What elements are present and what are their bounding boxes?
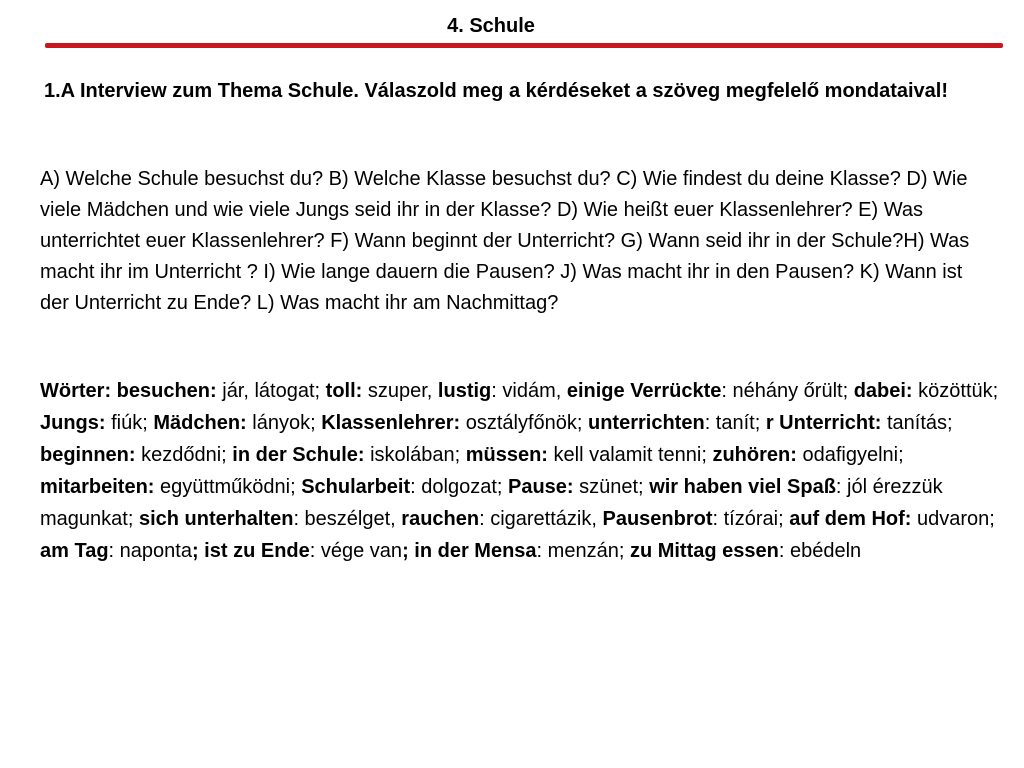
- vocab-term: wir haben viel Spaß: [649, 476, 836, 498]
- vocab-gloss: : jól érezzük magunkat;: [40, 476, 943, 530]
- vocab-term: ; in der Mensa: [402, 540, 537, 562]
- vocab-gloss: : menzán;: [536, 540, 630, 562]
- slide-title-text: 4. Schule: [447, 15, 535, 37]
- vocab-term: ; ist zu Ende: [191, 540, 310, 562]
- vocab-gloss: osztályfőnök;: [460, 412, 588, 434]
- vocab-gloss: : ebédeln: [778, 540, 862, 562]
- vocabulary-list: [40, 375, 1000, 567]
- vocab-gloss: iskolában;: [364, 444, 466, 466]
- vocab-gloss: tanítás;: [881, 412, 953, 434]
- vocab-term: Klassenlehrer:: [321, 412, 461, 434]
- vocab-term: Pause:: [507, 476, 574, 498]
- vocab-gloss: odafigyelni;: [796, 444, 904, 466]
- vocab-term: unterrichten: [588, 412, 705, 434]
- vocab-gloss: : vége van: [309, 540, 403, 562]
- vocab-term: Mädchen:: [153, 412, 247, 434]
- vocab-term: zuhören:: [712, 444, 797, 466]
- vocab-gloss: jár, látogat;: [216, 380, 326, 402]
- vocab-term: müssen:: [465, 444, 548, 466]
- vocab-gloss: : vidám,: [491, 380, 567, 402]
- vocab-term: lustig: [437, 380, 492, 402]
- vocab-term: dabei:: [853, 380, 913, 402]
- vocab-term: auf dem Hof:: [789, 508, 912, 530]
- vocab-term: toll:: [325, 380, 363, 402]
- vocab-term: Schularbeit: [301, 476, 411, 498]
- vocab-gloss: kezdődni;: [135, 444, 233, 466]
- vocab-gloss: közöttük;: [912, 380, 999, 402]
- vocab-term: Pausenbrot: [602, 508, 713, 530]
- vocab-term: in der Schule:: [232, 444, 365, 466]
- vocab-gloss: szuper,: [362, 380, 438, 402]
- vocab-term: Wörter: besuchen:: [40, 380, 217, 402]
- vocab-gloss: : cigarettázik,: [479, 508, 603, 530]
- vocab-term: Jungs:: [40, 412, 106, 434]
- vocab-gloss: lányok;: [246, 412, 322, 434]
- task-heading: 1.A Interview zum Thema Schule. Válaszold meg a kérdéseket a szöveg megfelelő mondataival!: [44, 80, 949, 102]
- vocab-gloss: : beszélget,: [293, 508, 402, 530]
- vocab-gloss: kell valamit tenni;: [547, 444, 713, 466]
- vocab-term: mitarbeiten:: [40, 476, 155, 498]
- vocab-gloss: fiúk;: [105, 412, 154, 434]
- vocab-gloss: : naponta: [108, 540, 192, 562]
- vocab-term: rauchen: [401, 508, 480, 530]
- vocab-gloss: : néhány őrült;: [721, 380, 854, 402]
- vocab-term: sich unterhalten: [138, 508, 294, 530]
- vocab-gloss: együttműködni;: [154, 476, 302, 498]
- title-divider: [45, 43, 1003, 48]
- vocab-gloss: : dolgozat;: [410, 476, 508, 498]
- slide-title: [0, 13, 1024, 39]
- vocab-term: zu Mittag essen: [629, 540, 779, 562]
- vocab-term: r Unterricht:: [765, 412, 882, 434]
- vocab-term: am Tag: [40, 540, 109, 562]
- question-list: A) Welche Schule besuchst du? B) Welche Klasse besuchst du? C) Wie findest du deine Klasse? D) Wie viele Mädchen und wie viele Jungs seid ihr in der Klasse? D) Wie heißt euer Klassenlehrer? E) Was unterrichtet euer Klassenlehrer? F) Wann beginnt der Unterricht? G) Wann seid ihr in der Schule?H) Was macht ihr im Unterricht ? I) Wie lange dauern die Pausen? J) Was macht ihr in den Pausen? K) Wann ist der Unterricht zu Ende? L) Was macht ihr am Nachmittag?: [40, 168, 970, 314]
- vocab-term: beginnen:: [40, 444, 136, 466]
- vocab-gloss: : tanít;: [704, 412, 766, 434]
- vocab-gloss: udvaron;: [911, 508, 995, 530]
- vocab-gloss: szünet;: [573, 476, 650, 498]
- vocab-term: einige Verrückte: [566, 380, 722, 402]
- vocab-gloss: : tízórai;: [712, 508, 790, 530]
